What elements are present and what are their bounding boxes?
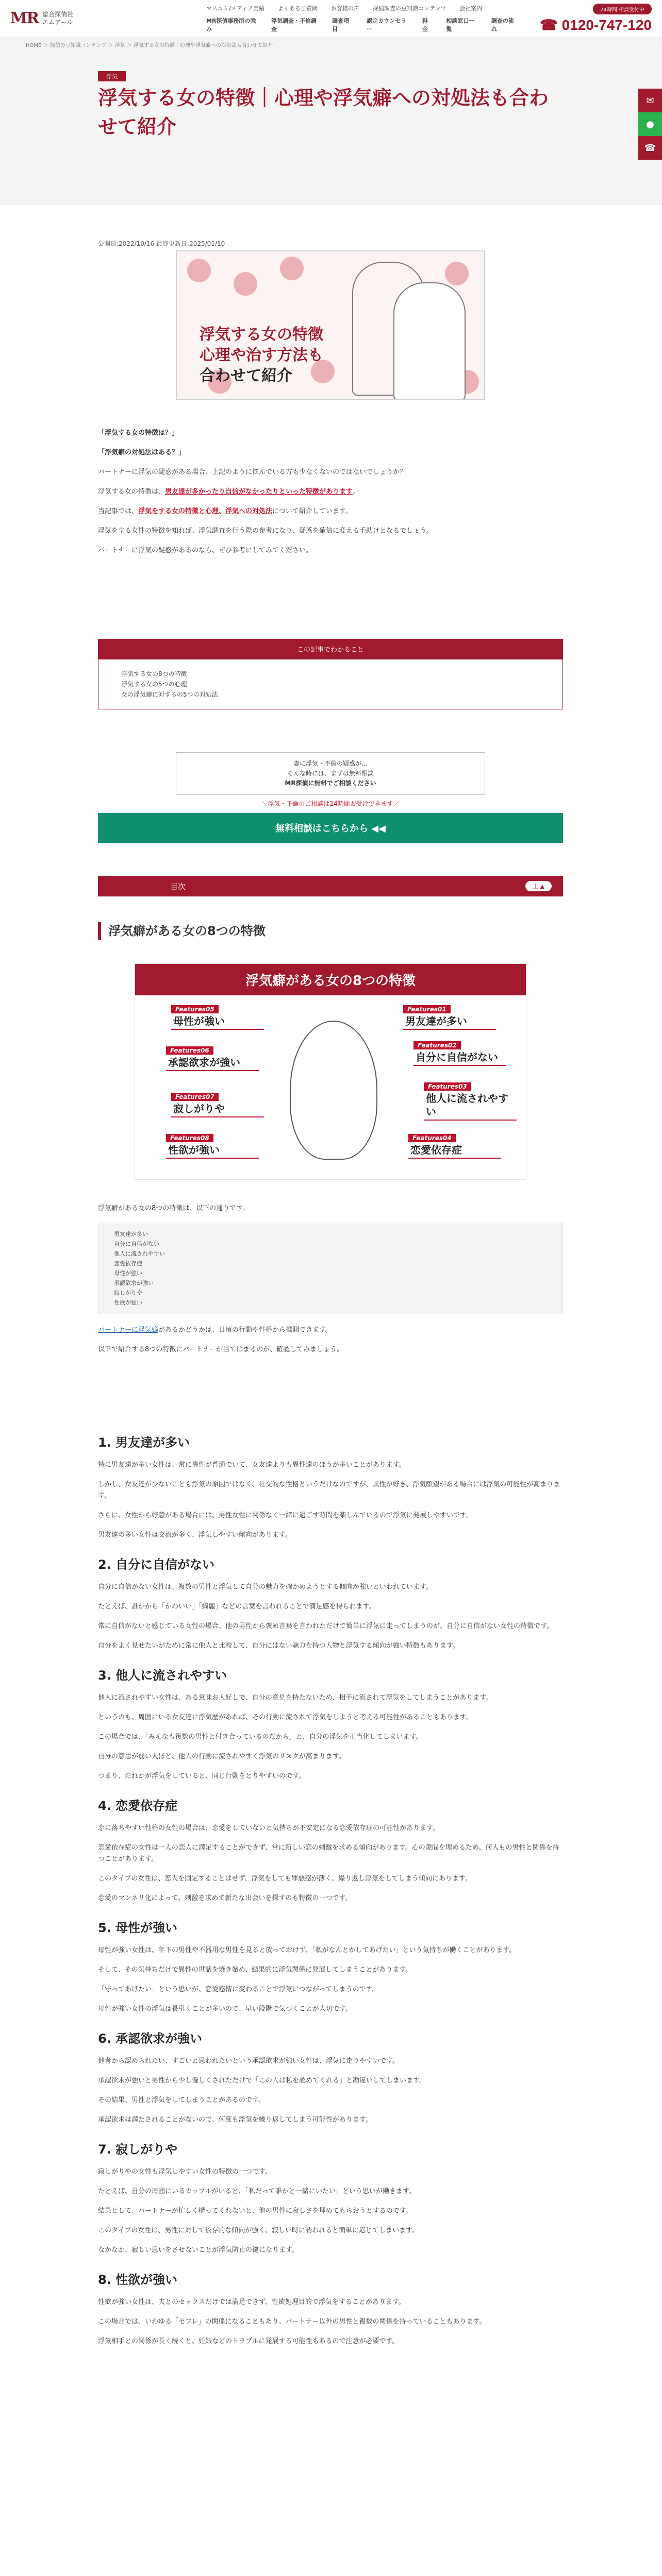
site-header (0, 0, 662, 37)
feature-tag: Features07 寂しがりや (171, 1093, 264, 1117)
nav-link[interactable]: 探偵調査の豆知識コンテンツ (372, 5, 446, 12)
toc-toggle-button[interactable]: 上 ▲ (525, 881, 552, 891)
paragraph: このタイプの女性は、恋人を固定することはせず、浮気をしても罪悪感が薄く、繰り返し浮気をしてしまう傾向にあります。 (98, 1875, 472, 1883)
title-band (0, 50, 662, 205)
summary-box (98, 639, 563, 709)
list-item: 自分に自信がない (114, 1241, 159, 1247)
feature-heading: 3. 他人に流されやすい (98, 1668, 227, 1683)
paragraph: 承認欲求は満たされることがないので、何度も浮気を繰り返してしまう可能性があります。 (98, 2116, 372, 2124)
feature-detail (98, 1554, 563, 1652)
feature-heading: 6. 承認欲求が強い (98, 2031, 203, 2046)
paragraph: 男友達の多い女性は交流が多く、浮気しやすい傾向があります。 (98, 1531, 292, 1539)
features-list (98, 1223, 563, 1314)
paragraph: 寂しがりやの女性も浮気しやすい女性の特徴の一つです。 (98, 2168, 272, 2176)
paragraph: この場合では、いわゆる「セフレ」の関係になることもあり、パートナー以外の男性と複数の関係を持っていることもあります。 (98, 2318, 486, 2326)
paragraph: たとえば、自分の周囲にいるカップルがいると、「私だって誰かと一緒にいたい」という思いが働きます。 (98, 2188, 416, 2195)
feature-tag: Features04 恋愛依存症 (408, 1134, 501, 1159)
list-item: 男友達が多い (114, 1231, 148, 1238)
header-contact (518, 4, 652, 33)
nav-link[interactable]: 調査の流れ (491, 17, 514, 32)
feature-details (98, 1432, 563, 2361)
feature-heading: 5. 母性が強い (98, 1921, 178, 1935)
paragraph: さらに、女性から好意がある場合には、男性女性に関係なく一緒に過ごす時間を楽しんでいるので浮気に発展しやすいです。 (98, 1512, 473, 1519)
summary-list (98, 659, 563, 709)
paragraph: 母性が強い女性の浮気は長引くことが多いので、早い段階で気づくことが大切です。 (98, 2005, 352, 2013)
feature-tag: Features08 性欲が強い (166, 1134, 259, 1159)
paragraph: 自分をよく見せたいがために常に他人と比較して、自分にはない魅力を持つ人物と浮気する傾向が強い特徴もあります。 (98, 1642, 459, 1650)
cta-subtext: ＼浮気・不倫のご相談は24時間お受けできます／ (261, 800, 400, 807)
paragraph: つまり、だれかが浮気をしていると、同じ行動をとりやすいのです。 (98, 1772, 305, 1780)
feature-detail (98, 1918, 563, 2015)
summary-heading: この記事でわかること (98, 639, 563, 659)
nav-link[interactable]: 認定カウンセラー (367, 17, 407, 32)
nav-link[interactable]: 料金 (422, 17, 428, 32)
paragraph: 性欲が強い女性は、夫とのセックスだけでは満足できず、性欲処理目的で浮気をすることがあります。 (98, 2298, 405, 2306)
list-item: 承認欲求が強い (114, 1280, 154, 1286)
feature-tag: Features06 承認欲求が強い (166, 1046, 259, 1071)
logo-mark: MR (10, 9, 39, 27)
section-heading: 浮気癖がある女の8つの特徴 (98, 922, 563, 940)
paragraph: 承認欲求が強いと男性から少し優しくされただけで「この人は私を認めてくれる」と勘違いしてしまいます。 (98, 2077, 426, 2084)
nav-link[interactable]: 調査項目 (332, 17, 350, 32)
phone-icon[interactable]: ☎ (638, 136, 662, 160)
nav-link[interactable]: 相談窓口一覧 (446, 17, 475, 32)
list-item: 恋愛依存症 (114, 1260, 142, 1267)
feature-heading: 8. 性欲が強い (98, 2273, 178, 2287)
paragraph: そして、その気持ちだけで異性の世話を焼き始め、結果的に浮気関係に発展してしまうことがあります。 (98, 1966, 412, 1974)
category-label[interactable]: 浮気 (98, 71, 126, 81)
feature-tag: Features05 母性が強い (171, 1005, 264, 1030)
paragraph: 自分に自信がない女性は、複数の男性と浮気して自分の魅力を確かめようとする傾向が強いといわれています。 (98, 1583, 433, 1591)
header-phone-number[interactable]: ☎ 0120-747-120 (539, 16, 652, 33)
list-item: 性欲が強い (114, 1299, 142, 1306)
hero-image (176, 250, 485, 400)
paragraph: たとえば、誰かから「かわいい」「綺麗」などの言葉を言われることで満足感を得られます。 (98, 1603, 376, 1611)
feature-tag: Features01 男友達が多い (403, 1005, 496, 1030)
feature-detail (98, 2269, 563, 2347)
toc-label: 目次 (170, 882, 186, 891)
woman-illustration (290, 1021, 377, 1160)
nav-link[interactable]: MR探偵事務所の強み (206, 17, 256, 32)
cta-section (98, 752, 563, 843)
feature-tag: Features03 他人に流されやすい (424, 1082, 517, 1121)
cta-box: 妻に浮気・不倫の疑惑が… そんな時には、まずは無料相談 MR探偵に無料でご相談ください (176, 752, 485, 795)
breadcrumb[interactable]: HOME ＞ 探偵の豆知識コンテンツ ＞ 浮気 ＞ 浮気する女の特徴｜心理や浮気癖への対処法も合わせて紹介 (0, 37, 662, 50)
post-dates: 公開日:2022/10/16 最終更新日:2025/01/10 (98, 240, 225, 247)
mail-icon[interactable]: ✉ (638, 89, 662, 112)
features-infographic: 浮気癖がある女の8つの特徴 Features01 男友達が多い Features02 自分に自信がない Features03 他人に流されやすい Features04 恋愛依存症 Features05 母性が強い Features06 承認欲求が強い Features07 寂しがりや Features08 性欲が強い (135, 963, 526, 1180)
paragraph: その結果、男性と浮気をしてしまうことがあるのです。 (98, 2096, 265, 2104)
nav-link[interactable]: 会社案内 (459, 5, 483, 12)
paragraph: 常に自信がないと感じている女性の場合、他の男性から褒め言葉を言われただけで簡単に浮気に走ってしまうのが、自分に自信がない女性の特徴です。 (98, 1622, 553, 1630)
table-of-contents (98, 876, 563, 896)
nav-link[interactable]: 浮気調査・不倫調査 (271, 17, 317, 32)
feature-detail (98, 1432, 563, 1541)
summary-item: 浮気する女の5つの心理 (121, 681, 187, 688)
nav-link[interactable]: お客様の声 (330, 5, 359, 12)
feature-heading: 1. 男友達が多い (98, 1435, 190, 1450)
site-logo[interactable] (10, 9, 206, 27)
line-icon[interactable]: ● (638, 112, 662, 136)
inline-link[interactable]: パートナーに浮気癖 (98, 1326, 159, 1334)
logo-text: 総合探偵社 エムアール (42, 10, 74, 26)
paragraph: 恋愛のマンネリ化によって、刺激を求めて新たな出会いを探すのも特徴の一つです。 (98, 1894, 352, 1902)
feature-detail (98, 1795, 563, 1904)
paragraph: なかなか、寂しい思いをさせないことが浮気防止の鍵になります。 (98, 2246, 299, 2254)
nav-link[interactable]: よくあるご質問 (277, 5, 318, 12)
paragraph: 「守ってあげたい」という思いが、恋愛感情に変わることで浮気につながってしまうのです。 (98, 1986, 379, 1993)
list-item: 他人に流されやすい (114, 1250, 165, 1257)
features-list-section: 浮気癖がある女の8つの特徴は、以下の通りです。 男友達が多い 自分に自信がない 他人に流されやすい 恋愛依存症 母性が強い 承認欲求が強い 寂しがりや 性欲が強い パートナーに浮気癖があるかどうかは、日頃の行動や性格から推測できます。 以下で紹介する8つの特徴にパートナーが当てはまるのか、確認してみましょう。 (98, 1203, 563, 1364)
summary-item: 浮気する女の8つの特徴 (121, 670, 187, 677)
feature-tag: Features02 自分に自信がない (413, 1041, 506, 1066)
paragraph: 結果として、パートナーが忙しく構ってくれないと、他の男性に寂しさを埋めてもらおうとするのです。 (98, 2207, 412, 2215)
paragraph: というのも、周囲にいる女友達に浮気歴があれば、その行動に流されて浮気をしようと考える可能性があることもあります。 (98, 1714, 473, 1721)
feature-heading: 4. 恋愛依存症 (98, 1799, 178, 1813)
summary-item: 女の浮気癖に対するの5つの対処法 (121, 691, 218, 698)
paragraph: 恋愛依存症の女性は一人の恋人に満足することができず、常に新しい恋の刺激を求める傾向があります。心の隙間を埋めるため、何人もの男性と関係を持つことがあります。 (98, 1844, 559, 1863)
feature-detail (98, 1665, 563, 1782)
paragraph: 他者から認められたい、すごいと思われたいという承認欲求が強い女性は、浮気に走りやすいです。 (98, 2057, 399, 2065)
intro: 「浮気する女の特徴は？」 「浮気癖の対処法はある？」 パートナーに浮気の疑惑がある場合、上記のように悩んでいる方も少なくないのではないでしょうか？ 浮気する女の特徴は、男友達が多かったり自信がなかったりといった特徴があります。 当記事では、浮気をする女の特徴と心理、浮気への対処法について紹介しています。 浮気をする女性の特徴を知れば、浮気調査を行う際の参考になり、疑惑を確信に変える手助けとなるでしょう。 パートナーに浮気の疑惑があるのなら、ぜひ参考にしてみてください。 (98, 429, 433, 554)
paragraph: 特に男友達が多い女性は、常に異性が普通でいて、女友達よりも異性達のほうが多いことがあります。 (98, 1461, 406, 1469)
paragraph: 浮気相手との関係が長く続くと、妊娠などのトラブルに発展する可能性もあるので注意が必要です。 (98, 2337, 399, 2345)
paragraph: このタイプの女性は、男性に対して依存的な傾向が強く、寂しい時に誘われると簡単に応じてしまいます。 (98, 2227, 419, 2234)
paragraph: 他人に流されやすい女性は、ある意味お人好しで、自分の意見を持たないため、相手に流されて浮気をしてしまうことがあります。 (98, 1694, 493, 1702)
paragraph: 恋に落ちやすい性格の女性の場合は、恋愛をしていないと気持ちが不安定になる恋愛依存症の可能性があります。 (98, 1824, 439, 1832)
list-item: 母性が強い (114, 1270, 142, 1277)
hero-title: 浮気する女の特徴 心理や治す方法も 合わせて紹介 (200, 326, 323, 385)
feature-heading: 7. 寂しがりや (98, 2142, 178, 2157)
feature-heading: 2. 自分に自信がない (98, 1557, 215, 1572)
side-contact-bar (638, 89, 662, 160)
feature-detail (98, 2028, 563, 2126)
paragraph: 母性が強い女性は、年下の男性や不器用な男性を見ると放っておけず、「私がなんとかしてあげたい」という気持ちが働くことがあります。 (98, 1946, 516, 1954)
free-consult-button[interactable]: 無料相談はこちらから ◀◀ (98, 813, 563, 843)
page-title: 浮気する女の特徴｜心理や浮気癖への対処法も合わせて紹介 (98, 87, 549, 138)
list-item: 寂しがりや (114, 1290, 142, 1296)
feature-detail (98, 2139, 563, 2256)
main-nav (206, 4, 518, 33)
open-24h-badge: 24時間 相談受付中 (593, 4, 652, 14)
paragraph: この場合では、「みんなも複数の男性と付き合っているのだから」と、自分の浮気を正当化してしまいます。 (98, 1733, 423, 1741)
paragraph: しかし、女友達が少ないことも浮気の原因ではなく、社交的な性格というだけなのですが、異性が好き、浮気願望がある場合には浮気の可能性が高まります。 (98, 1481, 560, 1500)
nav-link[interactable]: マスコミ/メディア実績 (206, 5, 264, 12)
paragraph: 自分の意思が弱い人ほど、他人の行動に流されやすく浮気のリスクが高まります。 (98, 1753, 345, 1760)
